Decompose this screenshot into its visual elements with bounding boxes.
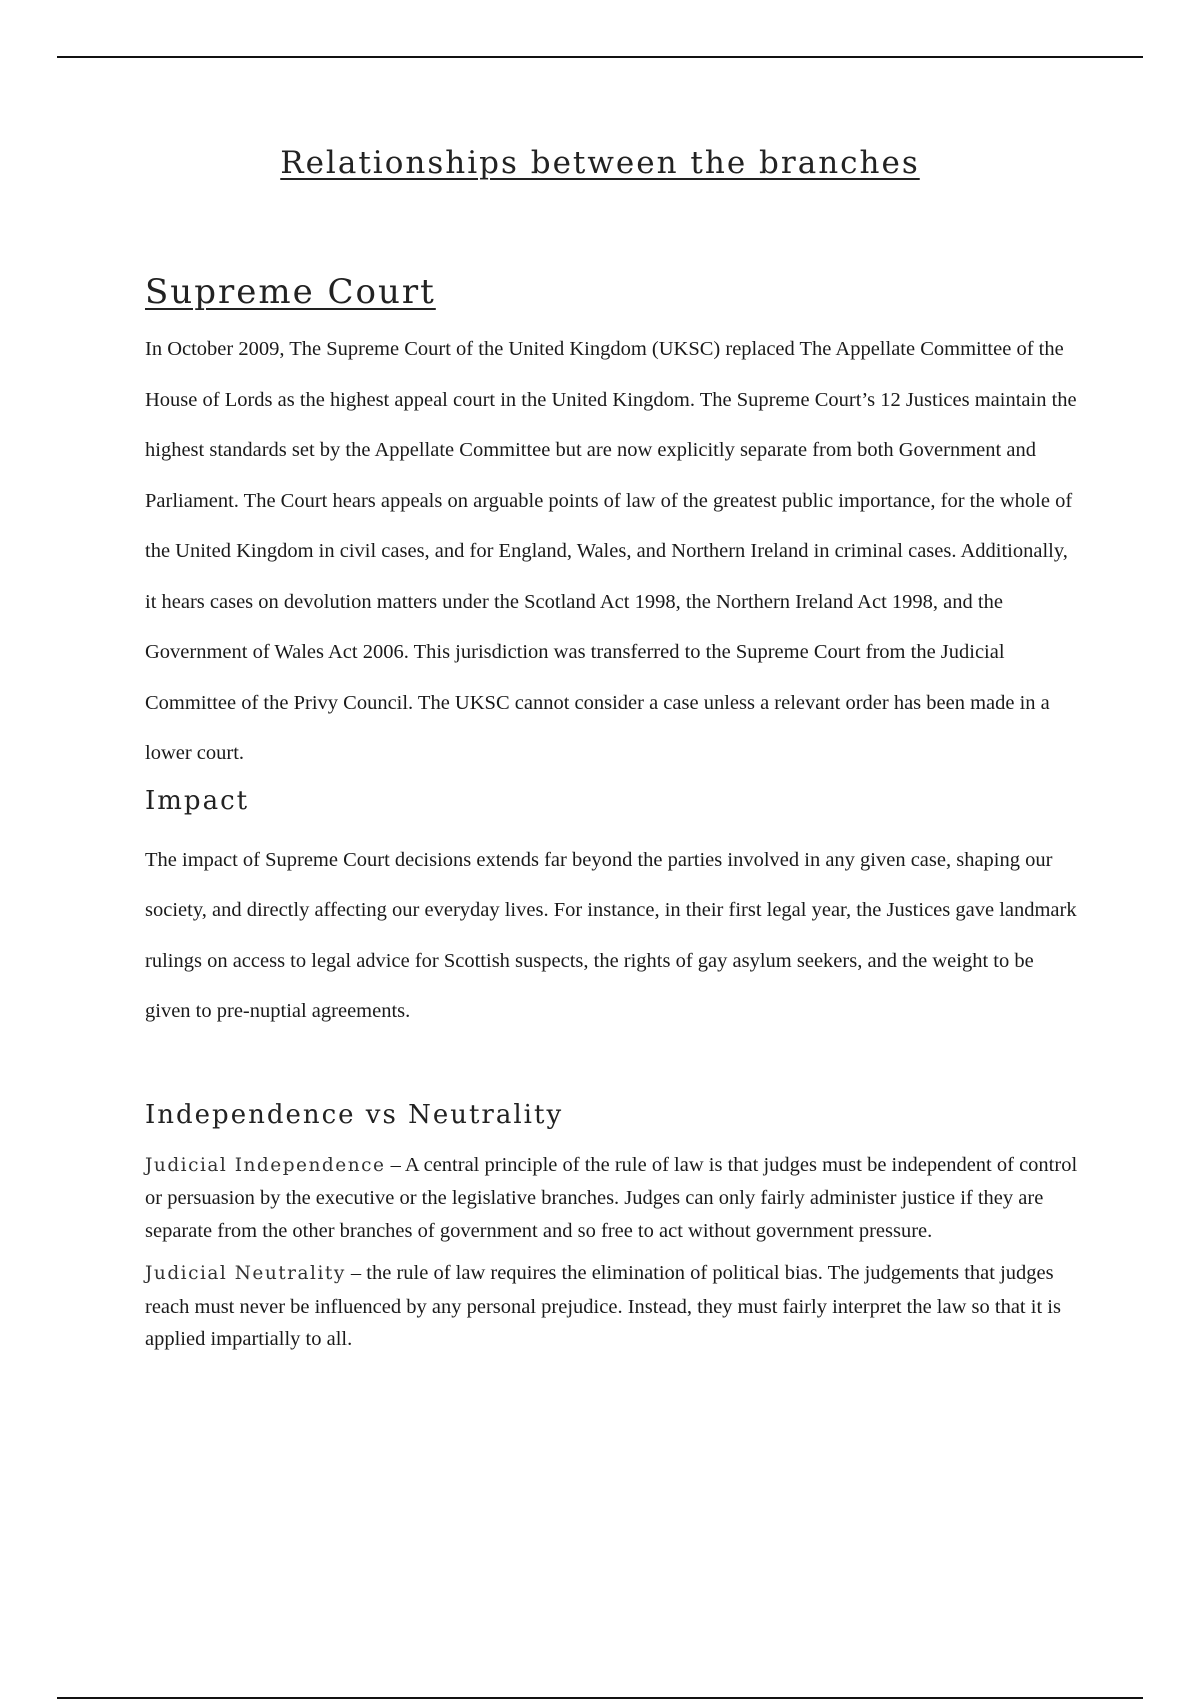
term-judicial-neutrality: Judicial Neutrality	[145, 1263, 346, 1284]
judicial-neutrality-paragraph	[145, 1257, 1080, 1356]
definition-text: A central principle of the rule of law is that judges must be independent of control or persuasion by the executive or the legislative branches. Judges can only fairly administer justice if they are separate from the other branches of government and so free to act without government pressure.	[145, 1153, 1078, 1242]
separator: –	[385, 1153, 405, 1176]
subheading-impact: Impact	[145, 785, 250, 816]
page-title-text: Relationships between the branches	[280, 145, 920, 181]
document-body	[145, 270, 1080, 1366]
impact-paragraph: The impact of Supreme Court decisions extends far beyond the parties involved in any given case, shaping our society, and directly affecting our everyday lives. For instance, in their first legal year, the Justices gave landmark rulings on access to legal advice for Scottish suspects, the rights of gay asylum seekers, and the weight to be given to pre-nuptial agreements.	[145, 848, 1077, 1022]
supreme-court-paragraph: In October 2009, The Supreme Court of the United Kingdom (UKSC) replaced The Appellate Committee of the House of Lords as the highest appeal court in the United Kingdom. The Supreme Court’s 12 Justices maintain the highest standards set by the Appellate Committee but are now explicitly separate from both Government and Parliament. The Court hears appeals on arguable points of law of the greatest public importance, for the whole of the United Kingdom in civil cases, and for England, Wales, and Northern Ireland in criminal cases. Additionally, it hears cases on devolution matters under the Scotland Act 1998, the Northern Ireland Act 1998, and the Government of Wales Act 2006. This jurisdiction was transferred to the Supreme Court from the Judicial Committee of the Privy Council. The UKSC cannot consider a case unless a relevant order has been made in a lower court.	[145, 338, 1077, 764]
top-rule	[57, 56, 1143, 58]
section-heading-supreme-court: Supreme Court	[145, 272, 436, 312]
bottom-rule	[57, 1697, 1143, 1699]
page-title	[0, 143, 1200, 181]
definition-text: the rule of law requires the elimination of political bias. The judgements that judges reach must never be influenced by any personal prejudice. Instead, they must fairly interpret the law so that it is applied impartially to all.	[145, 1262, 1061, 1350]
judicial-independence-paragraph	[145, 1149, 1080, 1248]
term-judicial-independence: Judicial Independence	[145, 1154, 386, 1176]
separator: –	[345, 1262, 367, 1284]
subheading-independence-vs-neutrality: Independence vs Neutrality	[145, 1099, 564, 1130]
